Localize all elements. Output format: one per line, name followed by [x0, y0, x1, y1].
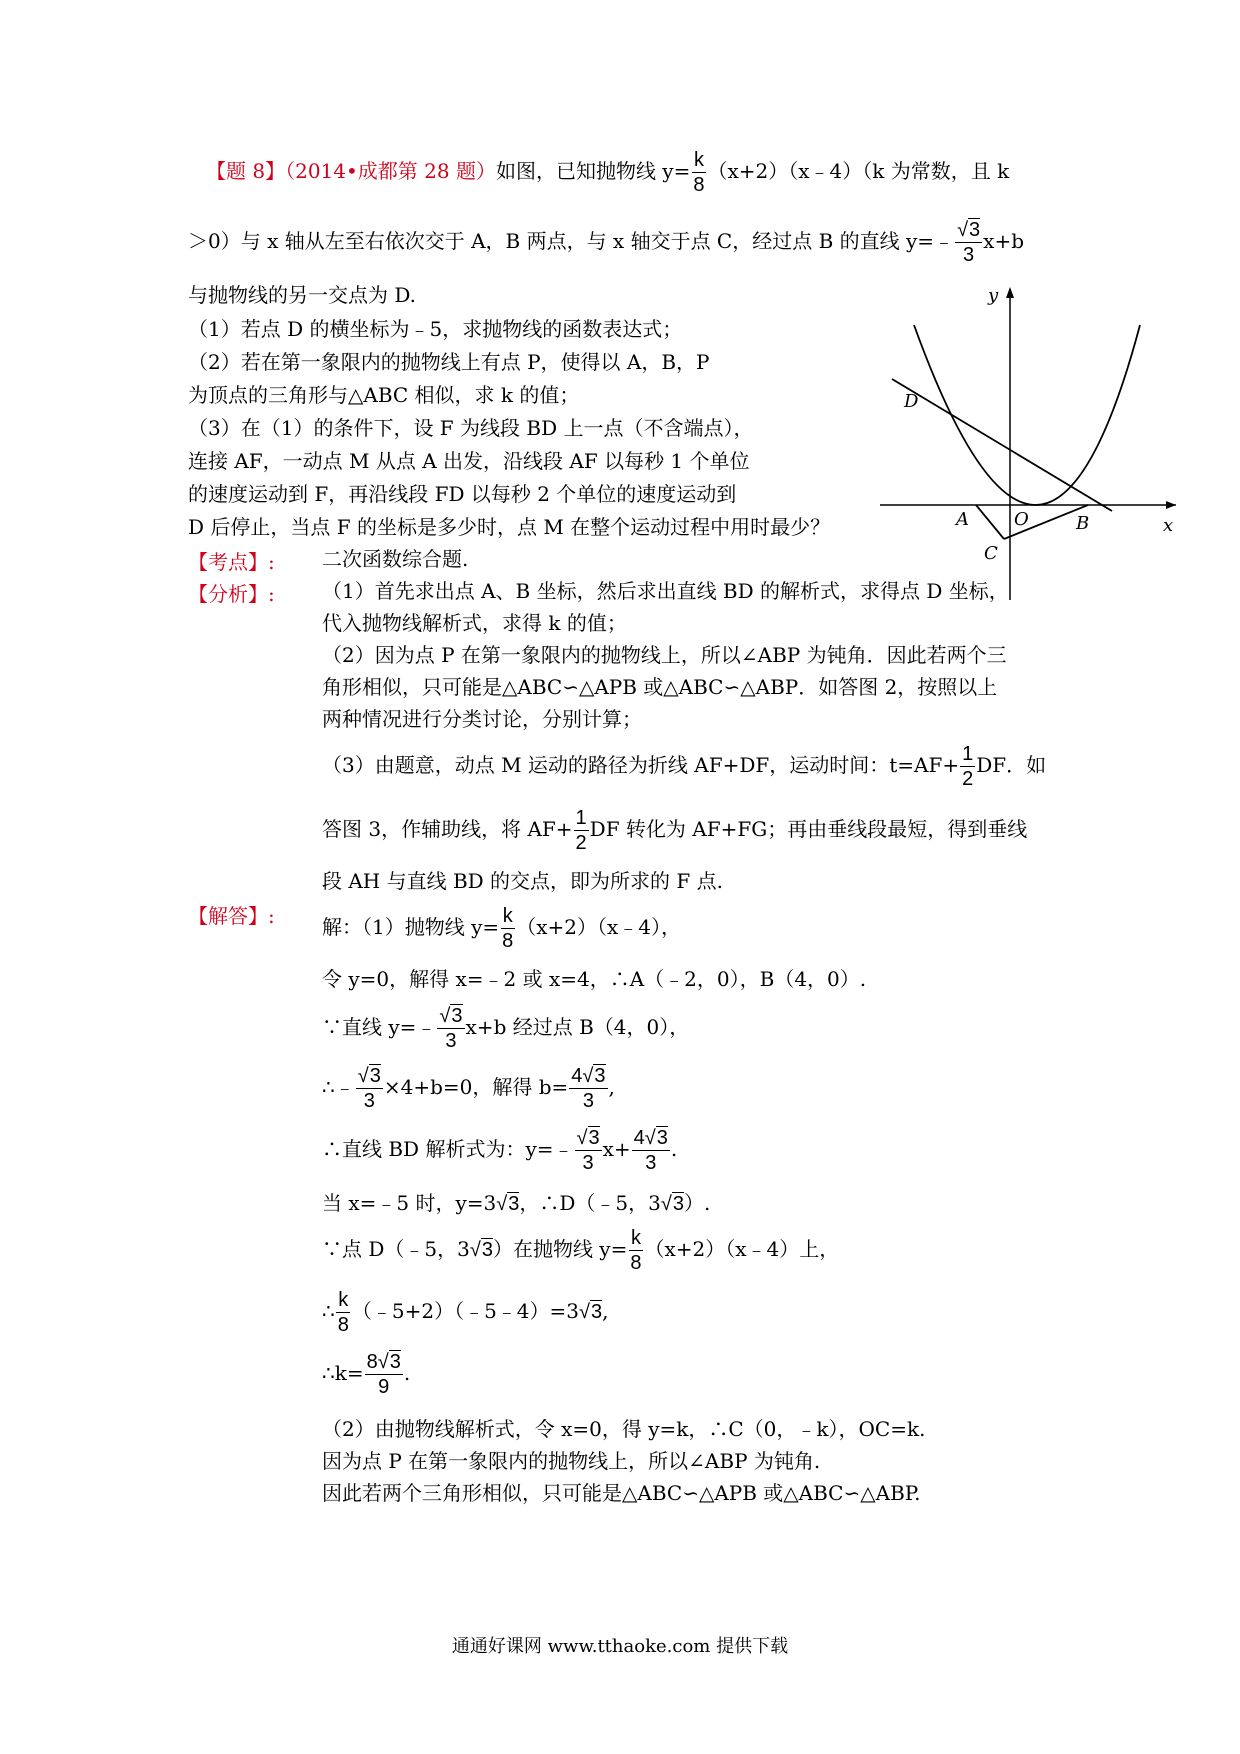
point-label-a: A [956, 509, 969, 530]
fraction-k-over-8-c: $\frac{k}{8}$ [630, 1227, 642, 1274]
jieda-step-9: ∴k= $\frac{8√3}{9}$ . [322, 1351, 411, 1398]
fraction-one-half-2: $\frac{1}{2}$ [575, 807, 587, 854]
fenxi-p3-line-3: 段 AH 与直线 BD 的交点，即为所求的 F 点. [322, 869, 723, 893]
kaodian-text: 二次函数综合题. [322, 547, 469, 571]
jieda-step-5: ∴直线 BD 解析式为：y=﹣ $\frac{√3}{3}$ x+ $\frac{4√3}{3}$ . [322, 1127, 678, 1174]
question-3-line-4: D 后停止，当点 F 的坐标是多少时，点 M 在整个运动过程中用时最少？ [188, 515, 831, 539]
point-label-o: O [1014, 509, 1029, 530]
question-3-line-2: 连接 AF，一动点 M 从点 A 出发，沿线段 AF 以每秒 1 个单位 [188, 449, 750, 473]
fraction-k-over-8: $\frac{k}{8}$ [693, 149, 705, 196]
jieda-step-8: ∴ $\frac{k}{8}$ （﹣5+2）（﹣5﹣4）=3√3, [322, 1289, 609, 1336]
fraction-sqrt3-over-3: $\frac{√3}{3}$ [957, 219, 981, 266]
jieda-step-7: ∵点 D（﹣5，3√3）在抛物线 y= $\frac{k}{8}$ （x+2）（x﹣4）上， [322, 1227, 840, 1274]
problem-line-3: 与抛物线的另一交点为 D. [188, 283, 417, 307]
x-axis-arrow [1166, 501, 1176, 509]
fraction-k-over-8-b: $\frac{k}{8}$ [502, 905, 514, 952]
kaodian-label: 【考点】: [188, 550, 275, 574]
fraction-8sqrt3-over-9: $\frac{8√3}{9}$ [366, 1351, 401, 1398]
jieda-step-4: ∴﹣ $\frac{√3}{3}$ ×4+b=0，解得 b= $\frac{4√3}{3}$ , [322, 1065, 615, 1112]
fenxi-p1-line-1: （1）首先求出点 A、B 坐标，然后求出直线 BD 的解析式，求得点 D 坐标， [322, 579, 1009, 603]
fenxi-p3-line-1: （3）由题意，动点 M 运动的路径为折线 AF+DF，运动时间：t=AF+ $\frac{1}{2}$ DF．如 [322, 743, 1047, 790]
point-label-b: B [1076, 513, 1090, 534]
axis-label-x: x [1163, 515, 1174, 536]
jieda-step-11: 因为点 P 在第一象限内的抛物线上，所以∠ABP 为钝角. [322, 1449, 821, 1473]
fenxi-p1-line-2: 代入抛物线解析式，求得 k 的值； [322, 611, 627, 635]
fraction-4sqrt3-over-3: $\frac{4√3}{3}$ [571, 1065, 606, 1112]
jieda-step-10: （2）由抛物线解析式，令 x=0，得 y=k，∴C（0，﹣k），OC=k. [322, 1417, 926, 1441]
jieda-step-3: ∵直线 y=﹣ $\frac{√3}{3}$ x+b 经过点 B（4，0）， [322, 1005, 690, 1052]
page-footer: 通通好课网 www.tthaoke.com 提供下载 [451, 1636, 789, 1657]
problem-line-1: 【题 8】（2014•成都第 28 题）如图，已知抛物线 y= $\frac{k}{8}$ （x+2）（x﹣4）（k 为常数，且 k [206, 149, 1010, 196]
fraction-sqrt3-over-3-b: $\frac{√3}{3}$ [439, 1005, 463, 1052]
fenxi-label: 【分析】: [188, 582, 275, 606]
question-2-line-1: （2）若在第一象限内的抛物线上有点 P，使得以 A，B，P [188, 350, 710, 374]
fraction-sqrt3-over-3-c: $\frac{√3}{3}$ [357, 1065, 381, 1112]
jieda-step-1: 解：（1）抛物线 y= $\frac{k}{8}$ （x+2）（x﹣4）， [322, 905, 682, 952]
fenxi-p2-line-2: 角形相似，只可能是△ABC∽△APB 或△ABC∽△ABP．如答图 2，按照以上 [322, 675, 998, 699]
jieda-step-12: 因此若两个三角形相似，只可能是△ABC∽△APB 或△ABC∽△ABP. [322, 1481, 921, 1505]
question-3-line-3: 的速度运动到 F，再沿线段 FD 以每秒 2 个单位的速度运动到 [188, 482, 737, 506]
jieda-label: 【解答】: [188, 904, 275, 928]
fenxi-p2-line-3: 两种情况进行分类讨论，分别计算； [322, 707, 642, 731]
problem-tag: 【题 8】 [206, 159, 286, 183]
fenxi-p3-line-2: 答图 3，作辅助线，将 AF+ $\frac{1}{2}$ DF 转化为 AF+FG；再由垂线段最短，得到垂线 [322, 807, 1028, 854]
question-1: （1）若点 D 的横坐标为﹣5，求抛物线的函数表达式； [188, 317, 683, 341]
fraction-k-over-8-d: $\frac{k}{8}$ [337, 1289, 349, 1336]
problem-source: （2014•成都第 28 题） [285, 159, 496, 183]
question-3-line-1: （3）在（1）的条件下，设 F 为线段 BD 上一点（不含端点）， [188, 416, 754, 440]
y-axis-arrow [1006, 287, 1014, 298]
jieda-step-6: 当 x=﹣5 时，y=3√3，∴D（﹣5，3√3）. [322, 1191, 711, 1215]
axis-label-y: y [988, 285, 999, 306]
point-label-d: D [904, 391, 919, 412]
parabola-figure [880, 285, 1180, 605]
question-2-line-2: 为顶点的三角形与△ABC 相似，求 k 的值； [188, 383, 580, 407]
segment-ac [976, 505, 1004, 539]
point-label-c: C [984, 543, 998, 564]
fraction-sqrt3-over-3-d: $\frac{√3}{3}$ [576, 1127, 600, 1174]
parabola-curve [914, 325, 1140, 505]
problem-line-2: ＞0）与 x 轴从左至右依次交于 A，B 两点，与 x 轴交于点 C，经过点 B 的直线 y=﹣ $\frac{√3}{3}$ x+b [188, 219, 1025, 266]
jieda-step-2: 令 y=0，解得 x=﹣2 或 x=4，∴A（﹣2，0），B（4，0）. [322, 967, 867, 991]
fenxi-p2-line-1: （2）因为点 P 在第一象限内的抛物线上，所以∠ABP 为钝角．因此若两个三 [322, 643, 1007, 667]
line-bd [892, 379, 1112, 511]
fraction-one-half: $\frac{1}{2}$ [962, 743, 974, 790]
fraction-4sqrt3-over-3-b: $\frac{4√3}{3}$ [633, 1127, 668, 1174]
